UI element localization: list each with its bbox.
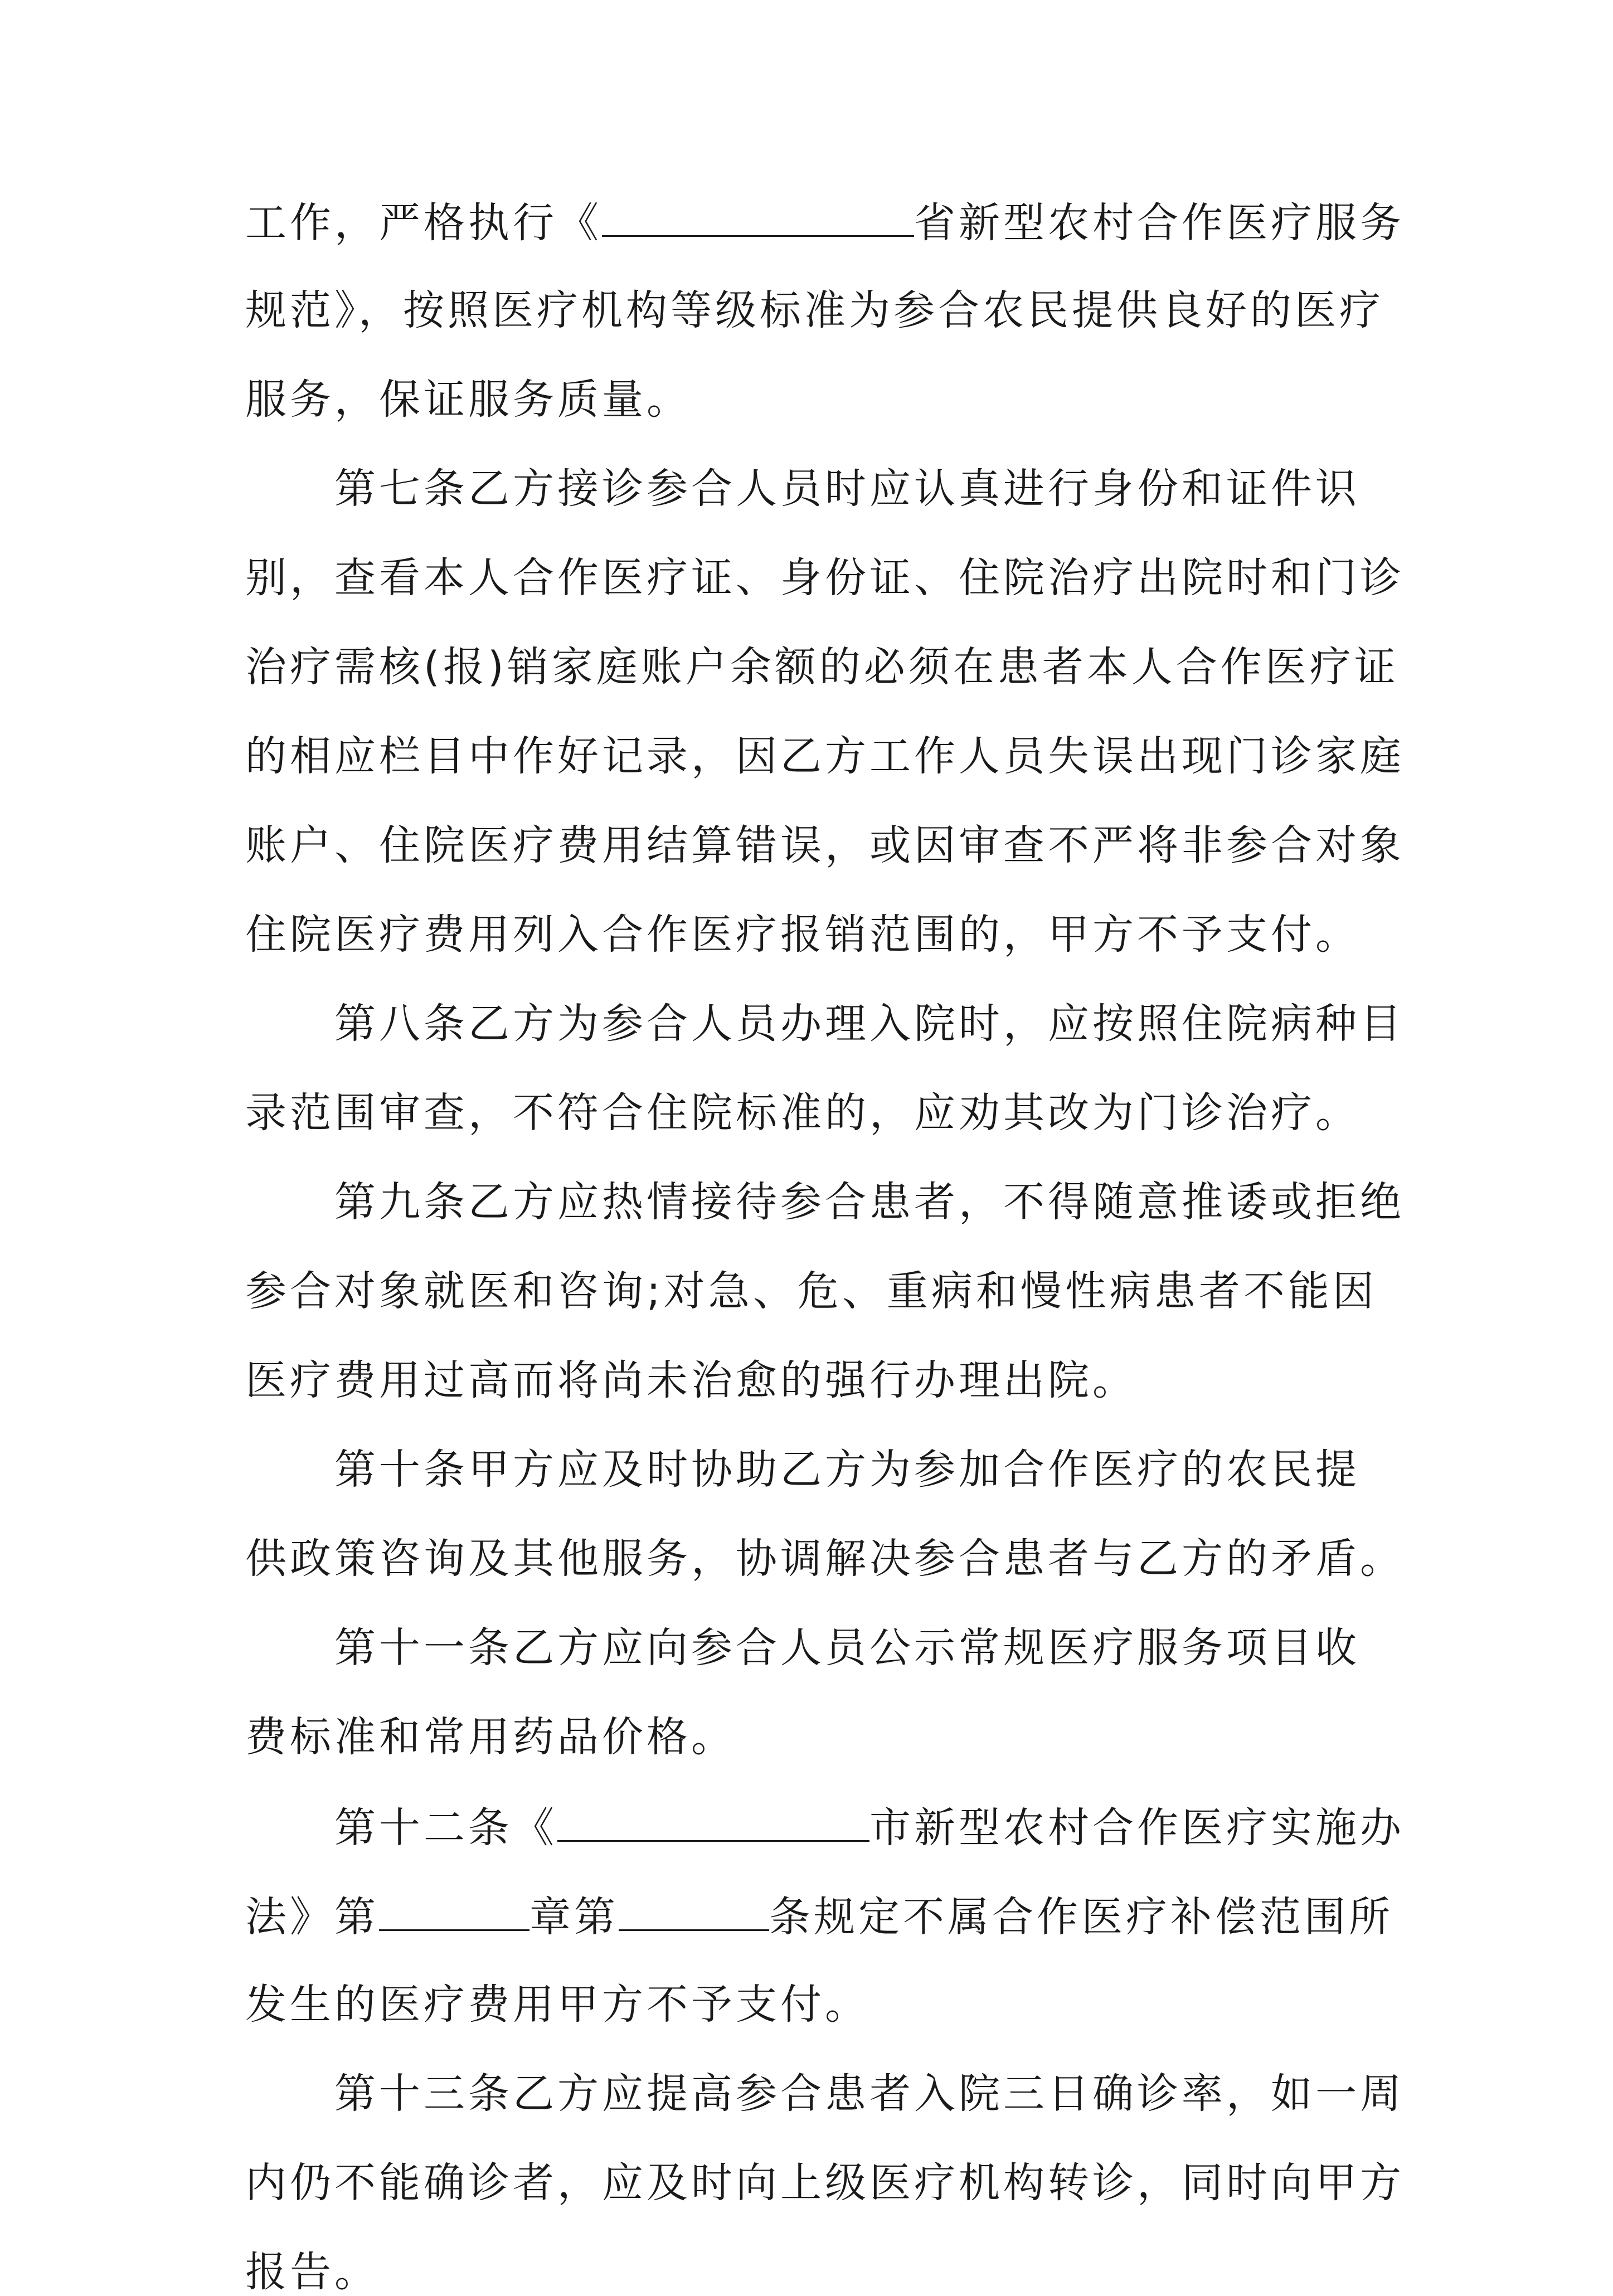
paragraph-line: 服务，保证服务质量。: [245, 376, 691, 424]
article-10-line: 第十条甲方应及时协助乙方为参加合作医疗的农民提: [334, 1446, 1360, 1494]
article-10-line: 供政策咨询及其他服务，协调解决参合患者与乙方的矛盾。: [245, 1535, 1405, 1583]
article-12-line: 发生的医疗费用甲方不予支付。: [245, 1981, 869, 2029]
article-11-line: 费标准和常用药品价格。: [245, 1713, 736, 1761]
article-7-line: 别，查看本人合作医疗证、身份证、住院治疗出院时和门诊: [245, 554, 1405, 602]
fill-in-blank-article: [619, 1895, 769, 1931]
article-11-line: 第十一条乙方应向参合人员公示常规医疗服务项目收: [334, 1624, 1360, 1672]
article-12-line: [245, 1893, 1393, 1941]
article-13-line: 第十三条乙方应提高参合患者入院三日确诊率，如一周: [334, 2070, 1405, 2118]
text-segment: 章第: [529, 1893, 619, 1941]
paragraph-line: 规范》，按照医疗机构等级标准为参合农民提供良好的医疗: [245, 286, 1384, 334]
article-13-line: 内仍不能确诊者，应及时向上级医疗机构转诊，同时向甲方: [245, 2159, 1405, 2207]
fill-in-blank-city: [557, 1806, 869, 1842]
paragraph-line: [245, 199, 1405, 247]
text-segment: 省新型农村合作医疗服务: [914, 199, 1405, 247]
article-8-line: 录范围审查，不符合住院标准的，应劝其改为门诊治疗。: [245, 1089, 1360, 1137]
text-segment: 法》第: [245, 1893, 379, 1941]
text-segment: 工作，严格执行《: [245, 199, 602, 247]
article-9-line: 医疗费用过高而将尚未治愈的强行办理出院。: [245, 1356, 1137, 1404]
article-13-line: 报告。: [245, 2248, 379, 2296]
article-7-line: 的相应栏目中作好记录，因乙方工作人员失误出现门诊家庭: [245, 732, 1405, 780]
article-7-line: 治疗需核(报)销家庭账户余额的必须在患者本人合作医疗证: [245, 643, 1399, 691]
article-7-line: 第七条乙方接诊参合人员时应认真进行身份和证件识: [334, 465, 1360, 513]
article-12-line: [334, 1804, 1405, 1852]
article-9-line: 第九条乙方应热情接待参合患者，不得随意推诿或拒绝: [334, 1178, 1405, 1226]
fill-in-blank-chapter: [379, 1895, 529, 1931]
text-segment: 第十二条《: [334, 1804, 557, 1852]
article-8-line: 第八条乙方为参合人员办理入院时，应按照住院病种目: [334, 1000, 1405, 1048]
article-7-line: 账户、住院医疗费用结算错误，或因审查不严将非参合对象: [245, 821, 1405, 869]
article-9-line: 参合对象就医和咨询;对急、危、重病和慢性病患者不能因: [245, 1267, 1377, 1315]
text-segment: 条规定不属合作医疗补偿范围所: [769, 1893, 1393, 1941]
article-7-line: 住院医疗费用列入合作医疗报销范围的，甲方不予支付。: [245, 911, 1360, 959]
fill-in-blank-province: [602, 201, 914, 237]
text-segment: 市新型农村合作医疗实施办: [869, 1804, 1405, 1852]
